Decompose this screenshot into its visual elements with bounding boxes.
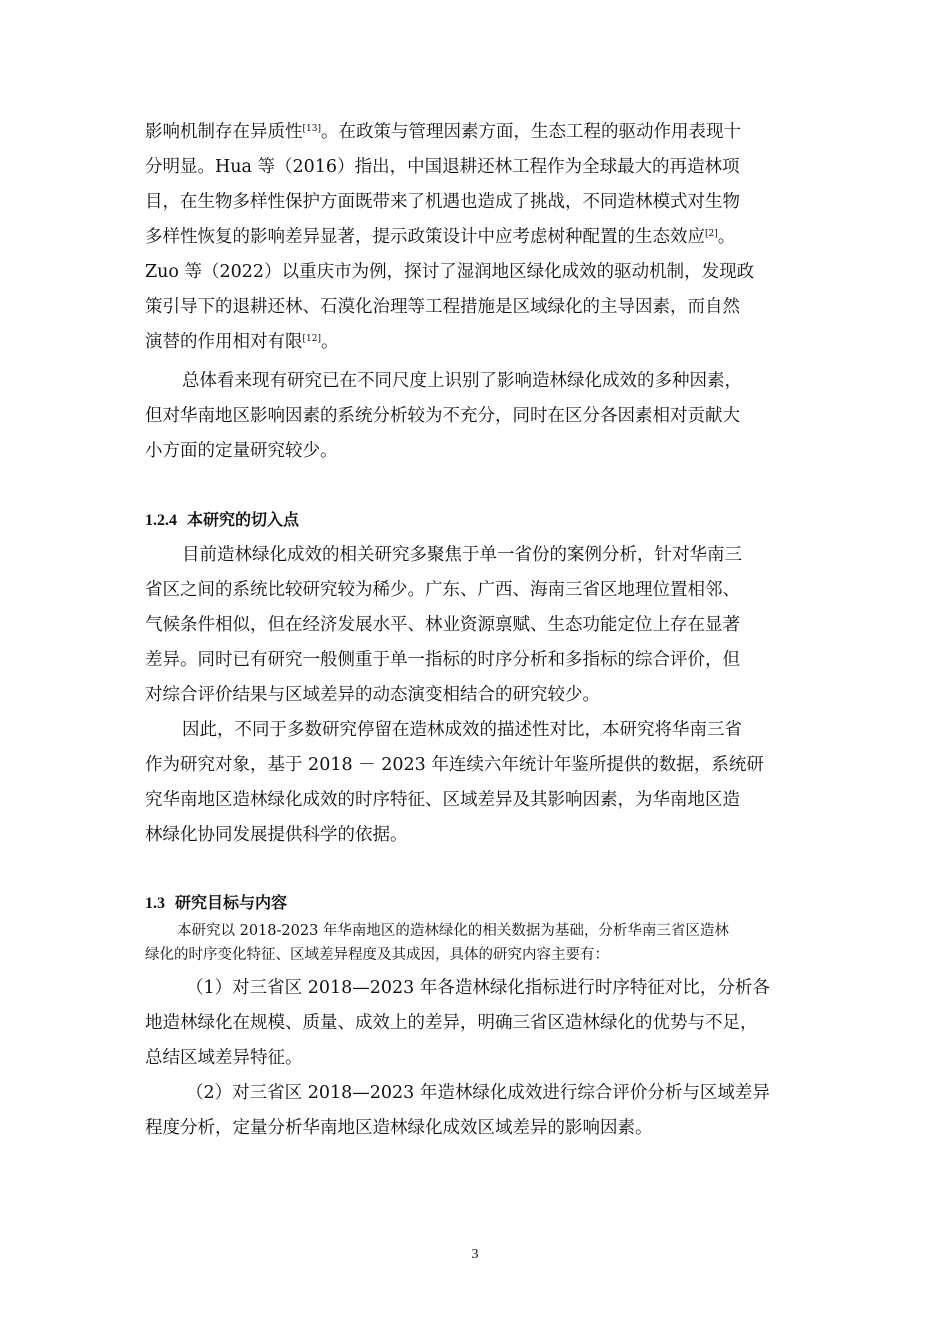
section-title: 本研究的切入点 bbox=[187, 510, 300, 529]
text-line: 策引导下的退耕还林、石漠化治理等工程措施是区域绿化的主导因素，而自然 bbox=[145, 297, 740, 317]
citation-ref[interactable]: [12] bbox=[302, 334, 321, 344]
text-line: 地造林绿化在规模、质量、成效上的差异，明确三省区造林绿化的优势与不足， bbox=[145, 1013, 758, 1033]
text-line: （2）对三省区 2018—2023 年造林绿化成效进行综合评价分析与区域差异 bbox=[186, 1083, 770, 1103]
text-line: 目，在生物多样性保护方面既带来了机遇也造成了挑战，不同造林模式对生物 bbox=[145, 192, 740, 212]
text-line: 究华南地区造林绿化成效的时序特征、区域差异及其影响因素，为华南地区造 bbox=[145, 790, 740, 810]
citation-ref[interactable]: [2] bbox=[705, 229, 718, 239]
section-number: 1.3 bbox=[145, 895, 165, 912]
text-line: 影响机制存在异质性[13]。在政策与管理因素方面，生态工程的驱动作用表现十 bbox=[145, 122, 741, 142]
text-line: 气候条件相似，但在经济发展水平、林业资源禀赋、生态功能定位上存在显著 bbox=[145, 615, 740, 635]
text-line: 作为研究对象，基于 2018 － 2023 年连续六年统计年鉴所提供的数据，系统研 bbox=[145, 755, 764, 775]
section-title: 研究目标与内容 bbox=[175, 893, 288, 912]
section-heading-1-2-4 bbox=[145, 509, 299, 532]
section-heading-1-3 bbox=[145, 892, 287, 915]
text-line: 程度分析，定量分析华南地区造林绿化成效区域差异的影响因素。 bbox=[145, 1118, 653, 1138]
text-line: 对综合评价结果与区域差异的动态演变相结合的研究较少。 bbox=[145, 685, 600, 705]
section-number: 1.2.4 bbox=[145, 512, 177, 529]
text-line: 差异。同时已有研究一般侧重于单一指标的时序分析和多指标的综合评价，但 bbox=[145, 650, 740, 670]
text-line: 目前造林绿化成效的相关研究多聚焦于单一省份的案例分析，针对华南三 bbox=[182, 545, 742, 565]
text-line: 演替的作用相对有限[12]。 bbox=[145, 332, 339, 352]
text-line: 林绿化协同发展提供科学的依据。 bbox=[145, 825, 408, 845]
text-line: 本研究以 2018-2023 年华南地区的造林绿化的相关数据为基础，分析华南三省区造林 bbox=[177, 923, 729, 939]
page-number: 3 bbox=[471, 1247, 479, 1262]
citation-ref[interactable]: [13] bbox=[302, 124, 321, 134]
text-line: 因此，不同于多数研究停留在造林成效的描述性对比，本研究将华南三省 bbox=[182, 720, 742, 740]
text-line: 多样性恢复的影响差异显著，提示政策设计中应考虑树种配置的生态效应[2]。 bbox=[145, 227, 736, 247]
text-line: 省区之间的系统比较研究较为稀少。广东、广西、海南三省区地理位置相邻、 bbox=[145, 580, 740, 600]
text-line: Zuo 等（2022）以重庆市为例，探讨了湿润地区绿化成效的驱动机制，发现政 bbox=[145, 262, 755, 282]
text-line: 总结区域差异特征。 bbox=[145, 1048, 303, 1068]
text-line: 小方面的定量研究较少。 bbox=[145, 441, 338, 461]
text-line: 但对华南地区影响因素的系统分析较为不充分，同时在区分各因素相对贡献大 bbox=[145, 406, 740, 426]
text-line: 分明显。Hua 等（2016）指出，中国退耕还林工程作为全球最大的再造林项 bbox=[145, 157, 740, 177]
text-line: （1）对三省区 2018—2023 年各造林绿化指标进行时序特征对比，分析各 bbox=[186, 978, 770, 998]
text-line: 总体看来现有研究已在不同尺度上识别了影响造林绿化成效的多种因素， bbox=[182, 371, 742, 391]
text-line: 绿化的时序变化特征、区域差异程度及其成因，具体的研究内容主要有： bbox=[145, 947, 609, 963]
